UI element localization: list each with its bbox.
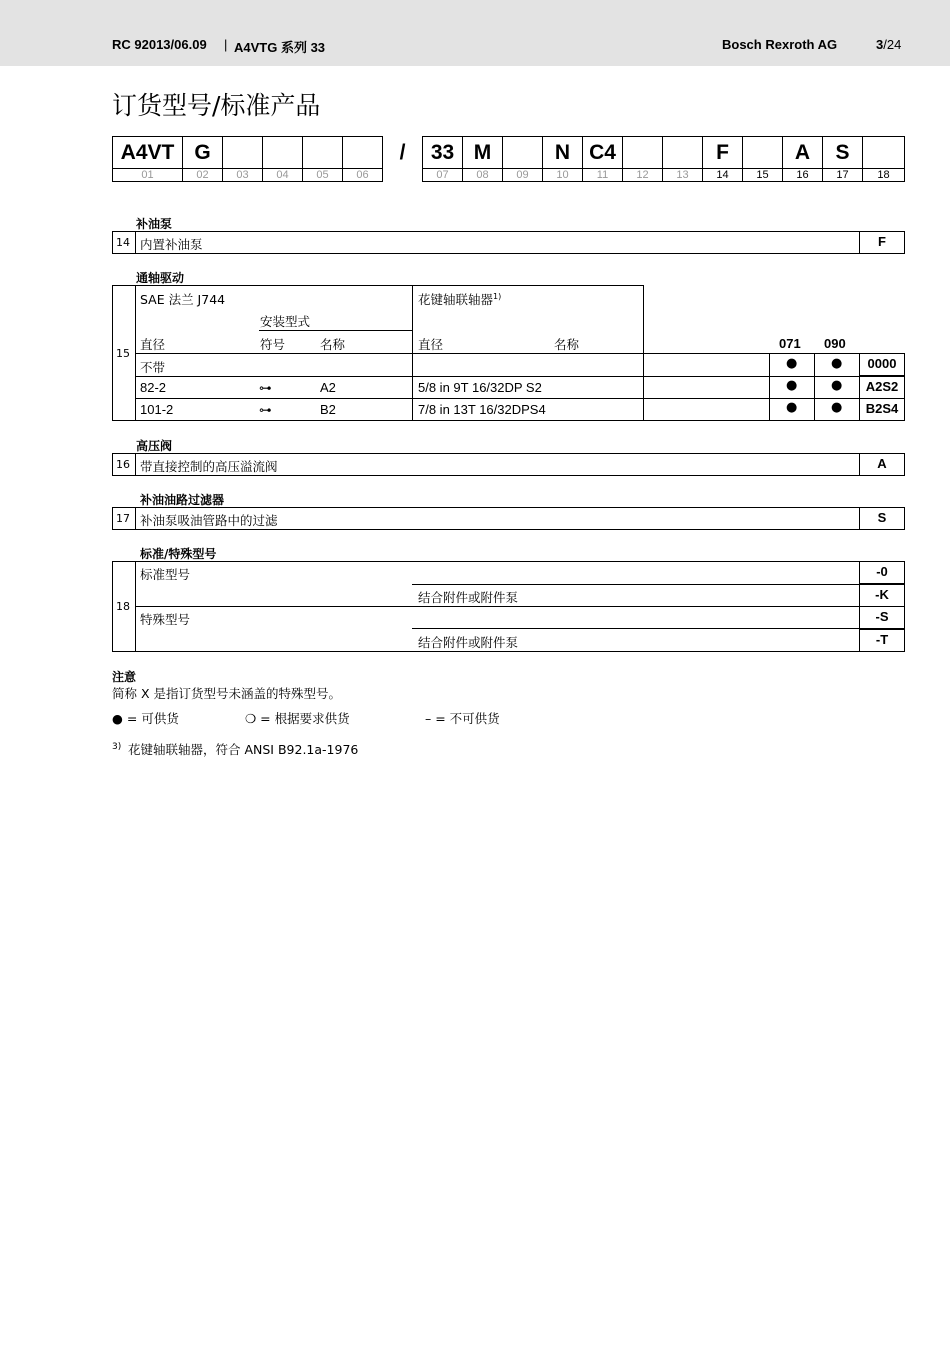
- through-drive-code: 0000: [859, 353, 905, 376]
- boost-pump-row: [112, 231, 860, 254]
- header-divider: [412, 285, 413, 354]
- footnote-marker: 3): [112, 742, 122, 752]
- position-number: 04: [263, 169, 303, 182]
- col-coupling-diameter: 直径: [418, 337, 444, 352]
- position-number: 14: [703, 169, 743, 182]
- page-number: [876, 37, 901, 52]
- mount-type-header: 安装型式: [260, 314, 311, 329]
- row-diameter: 不带: [140, 360, 166, 375]
- legend-not-available: – = 不可供货: [425, 711, 500, 726]
- availability-090: ●: [831, 356, 843, 371]
- section-heading-high-pressure-valve: 高压阀: [136, 439, 173, 453]
- mount-type-underline: [259, 330, 413, 331]
- row-coupling: 5/8 in 9T 16/32DP S2: [418, 380, 542, 395]
- size-090-header: 090: [824, 336, 846, 351]
- row-divider: [135, 453, 136, 476]
- code-box: [623, 137, 663, 169]
- code-box: A: [783, 137, 823, 169]
- position-number: 13: [663, 169, 703, 182]
- row-diameter: 101-2: [140, 402, 174, 417]
- legend-on-request: ❍ = 根据要求供货: [245, 711, 350, 726]
- page-header-bar: [0, 0, 950, 66]
- notes-heading: 注意: [112, 670, 137, 684]
- boost-filter-label: 补油泵吸油管路中的过滤: [140, 513, 278, 528]
- col-divider: [412, 353, 413, 421]
- special-version-label: 特殊型号: [140, 612, 191, 627]
- coupling-header-text: 花键轴联轴器: [418, 292, 494, 307]
- code-box: [503, 137, 543, 169]
- code-box: [263, 137, 303, 169]
- through-drive-code: B2S4: [859, 398, 905, 421]
- availability-071: ●: [786, 356, 798, 371]
- col-coupling-name: 名称: [554, 337, 580, 352]
- header-separator: |: [224, 37, 228, 52]
- with-attachment-label: 结合附件或附件泵: [418, 590, 519, 605]
- position-number: 05: [303, 169, 343, 182]
- availability-071: ●: [786, 400, 798, 415]
- code-box: M: [463, 137, 503, 169]
- high-pressure-valve-code: A: [859, 453, 905, 476]
- mount-symbol-icon: ⊶: [259, 380, 272, 395]
- position-16: 16: [116, 458, 130, 471]
- flange-header: SAE 法兰 J744: [140, 292, 226, 307]
- boost-pump-code: F: [859, 231, 905, 254]
- col-diameter: 直径: [140, 337, 166, 352]
- code-box: N: [543, 137, 583, 169]
- version-code: -K: [859, 584, 905, 607]
- section-heading-special-version: 标准/特殊型号: [140, 547, 217, 561]
- availability-071: ●: [786, 378, 798, 393]
- footnote-text: 花键轴联轴器，符合 ANSI B92.1a-1976: [128, 742, 359, 757]
- boost-pump-label: 内置补油泵: [140, 237, 203, 252]
- version-code: -0: [859, 561, 905, 584]
- with-attachment-label: 结合附件或附件泵: [418, 635, 519, 650]
- position-18: 18: [116, 600, 130, 613]
- order-code-table: [112, 136, 905, 182]
- version-code: -T: [859, 629, 905, 652]
- coupling-header: [418, 290, 501, 308]
- col-symbol: 符号: [260, 337, 286, 352]
- col-divider: [814, 353, 815, 421]
- row-divider: [135, 606, 860, 607]
- legend-available: ● = 可供货: [112, 711, 179, 726]
- code-box: [303, 137, 343, 169]
- high-pressure-valve-label: 带直接控制的高压溢流阀: [140, 459, 278, 474]
- position-number: 02: [183, 169, 223, 182]
- position-number: 15: [743, 169, 783, 182]
- row-name: B2: [320, 402, 336, 417]
- section-heading-through-drive: 通轴驱动: [136, 271, 185, 285]
- position-number: 17: [823, 169, 863, 182]
- coupling-footnote-ref: 1): [493, 291, 502, 301]
- row-divider: [135, 398, 860, 399]
- version-code: -S: [859, 606, 905, 629]
- through-drive-code: A2S2: [859, 376, 905, 399]
- position-number: 18: [863, 169, 905, 182]
- code-box: [343, 137, 383, 169]
- position-number: 16: [783, 169, 823, 182]
- row-coupling: 7/8 in 13T 16/32DPS4: [418, 402, 546, 417]
- code-box: [743, 137, 783, 169]
- availability-090: ●: [831, 400, 843, 415]
- code-separator: /: [399, 140, 406, 164]
- row-divider: [135, 231, 136, 254]
- code-box: [223, 137, 263, 169]
- position-number: 06: [343, 169, 383, 182]
- doc-reference: RC 92013/06.09: [112, 37, 207, 52]
- mount-symbol-icon: ⊶: [259, 402, 272, 417]
- boost-filter-code: S: [859, 507, 905, 530]
- position-number: 01: [113, 169, 183, 182]
- col-divider: [643, 353, 644, 421]
- position-number: 11: [583, 169, 623, 182]
- row-divider: [412, 628, 860, 629]
- position-number: 08: [463, 169, 503, 182]
- code-box: F: [703, 137, 743, 169]
- position-17: 17: [116, 512, 130, 525]
- section-heading-boost-pump: 补油泵: [136, 217, 173, 231]
- code-box: [663, 137, 703, 169]
- position-gap: [383, 169, 423, 182]
- section-heading-boost-filter: 补油油路过滤器: [140, 493, 225, 507]
- code-box: S: [823, 137, 863, 169]
- row-divider: [412, 584, 860, 585]
- col-divider: [769, 353, 770, 421]
- row-divider: [135, 376, 860, 377]
- code-box: C4: [583, 137, 623, 169]
- page-title: 订货型号/标准产品: [112, 91, 321, 120]
- code-box: A4VT: [113, 137, 183, 169]
- series-label: A4VTG 系列 33: [234, 40, 326, 55]
- standard-version-label: 标准型号: [140, 567, 191, 582]
- code-box: G: [183, 137, 223, 169]
- size-071-header: 071: [779, 336, 801, 351]
- page-current: 3: [876, 37, 884, 52]
- availability-090: ●: [831, 378, 843, 393]
- code-box: [863, 137, 905, 169]
- position-14: 14: [116, 236, 130, 249]
- row-diameter: 82-2: [140, 380, 167, 395]
- col-name: 名称: [320, 337, 346, 352]
- position-number: 12: [623, 169, 663, 182]
- page-total: /24: [883, 37, 902, 52]
- position-number: 03: [223, 169, 263, 182]
- company-name: Bosch Rexroth AG: [722, 37, 838, 52]
- position-15: 15: [116, 347, 130, 360]
- position-number: 07: [423, 169, 463, 182]
- row-divider: [135, 507, 136, 530]
- notes-text: 简称 X 是指订货型号未涵盖的特殊型号。: [112, 686, 342, 701]
- position-number: 10: [543, 169, 583, 182]
- code-box: 33: [423, 137, 463, 169]
- row-name: A2: [320, 380, 336, 395]
- position-number: 09: [503, 169, 543, 182]
